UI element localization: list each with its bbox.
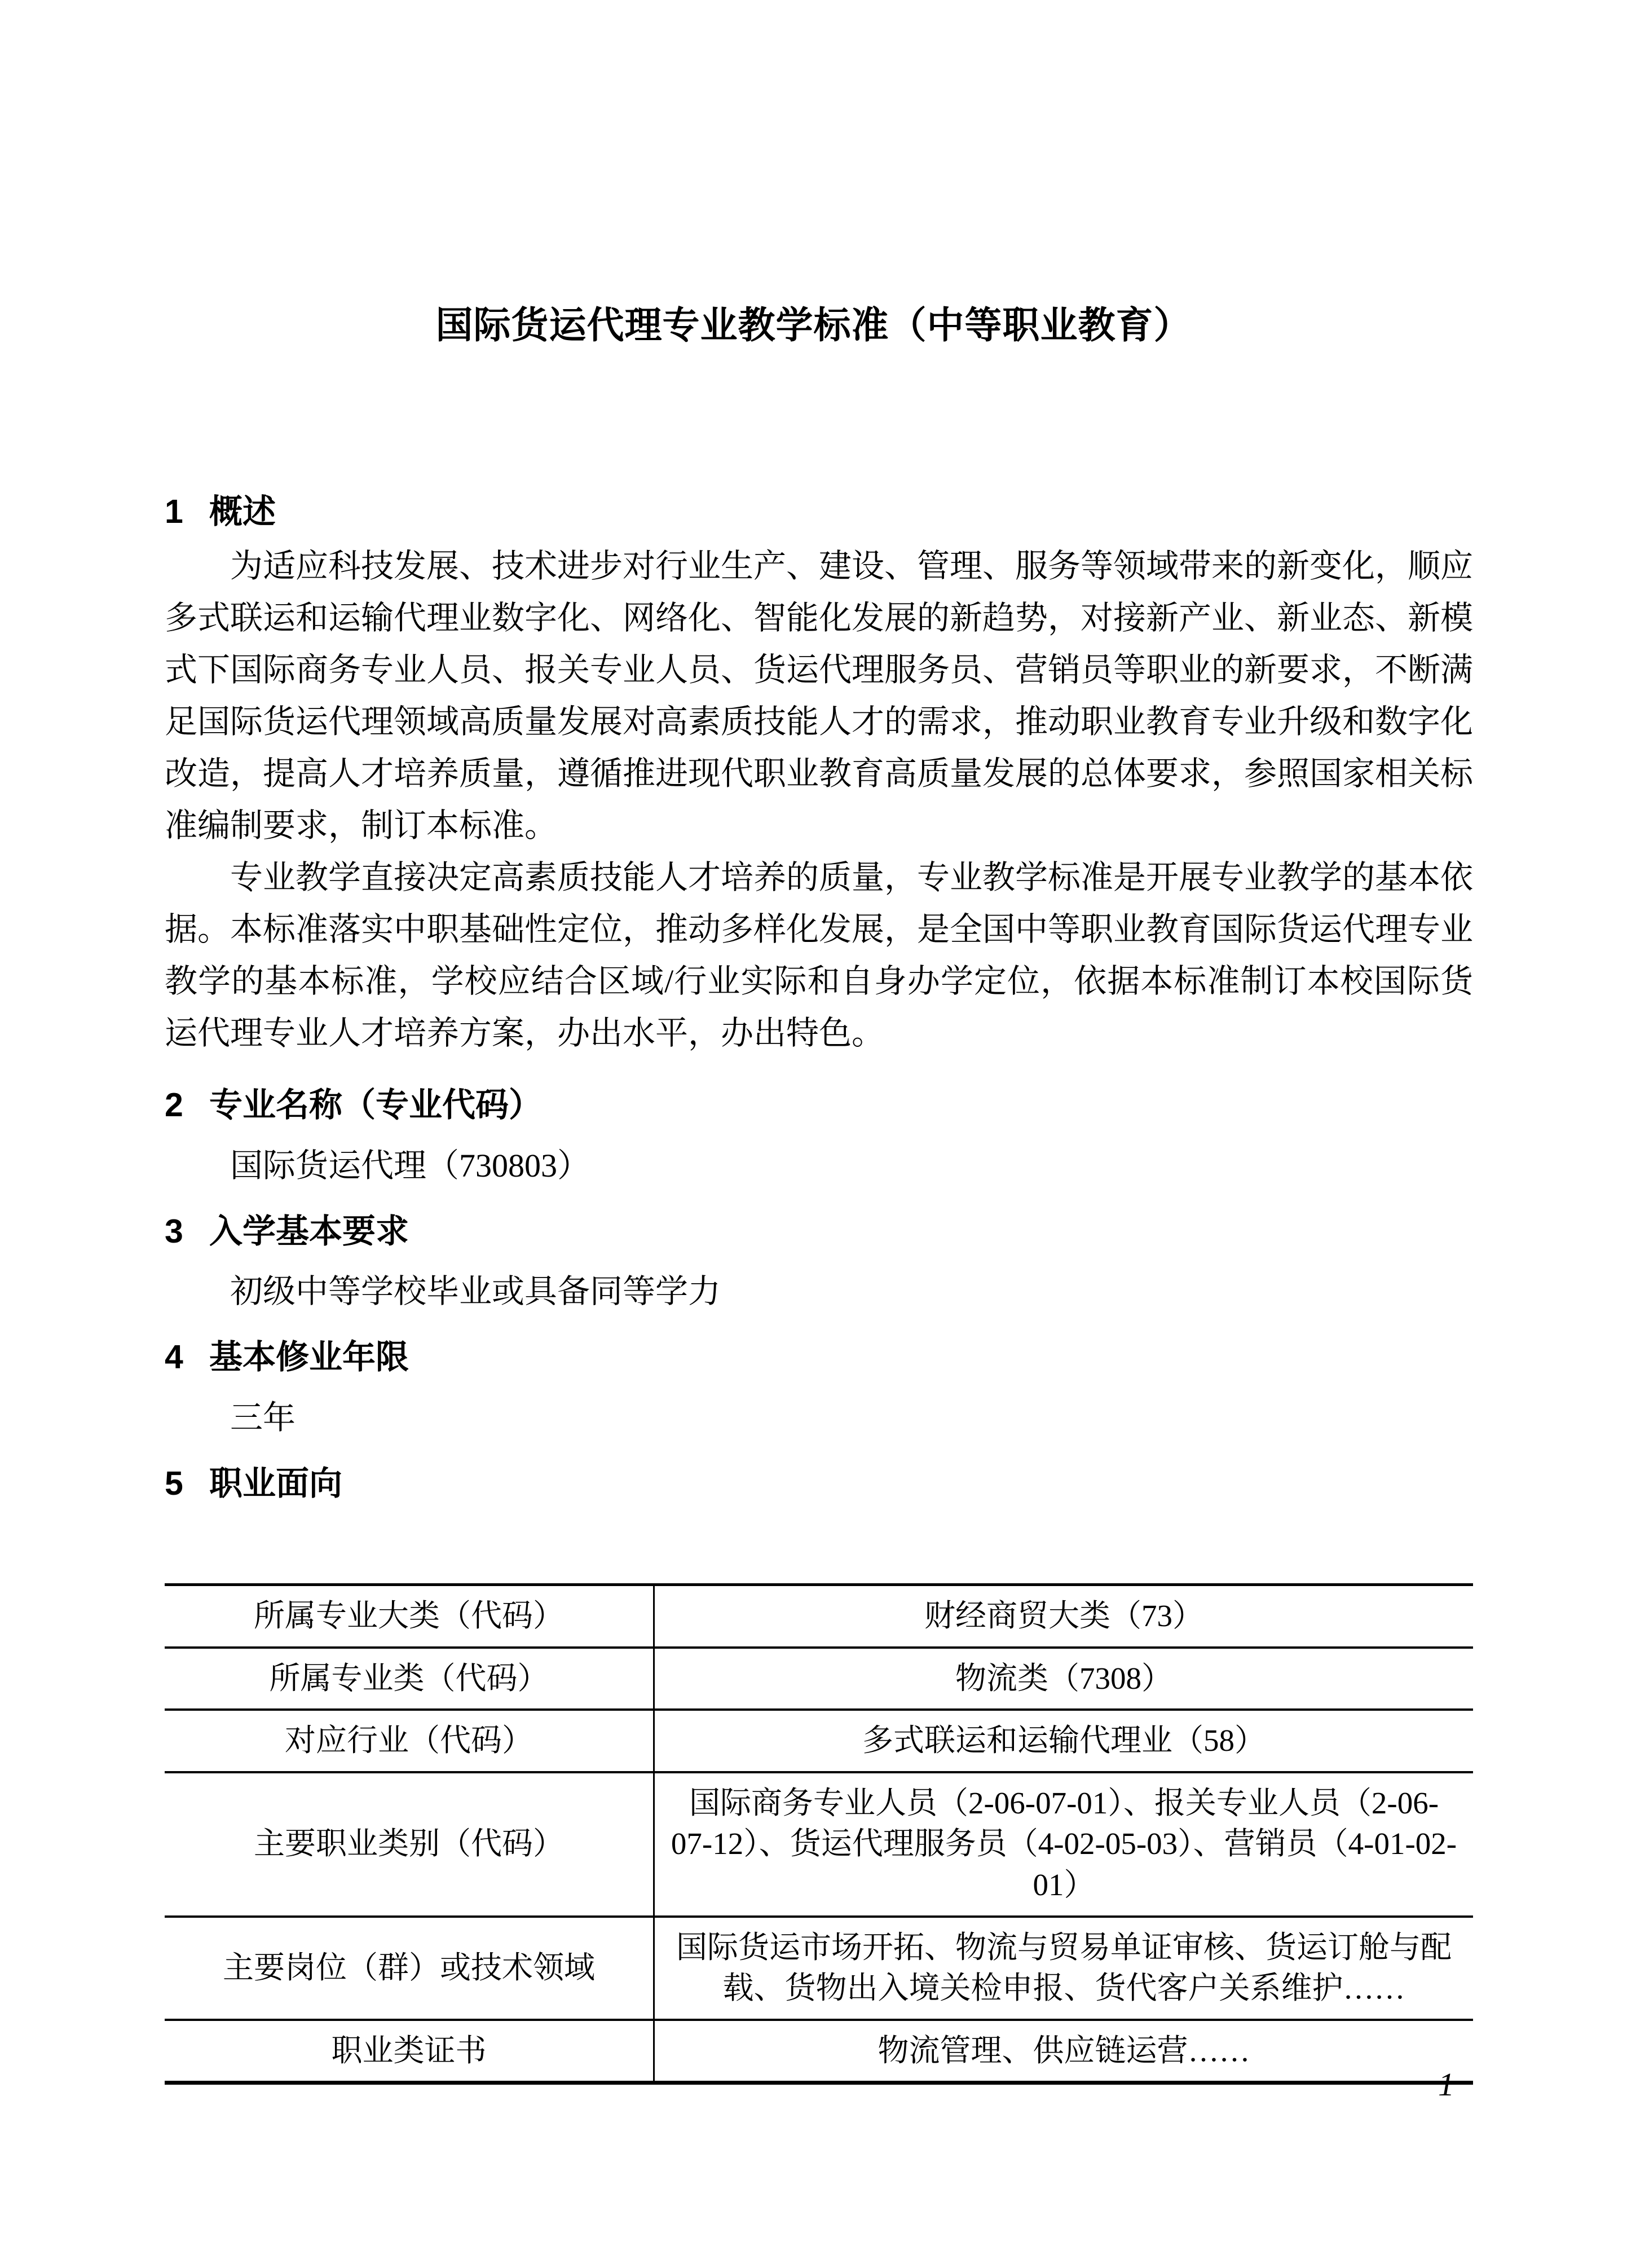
- table-row-value: 财经商贸大类（73）: [924, 1598, 1203, 1633]
- page-title: 国际货运代理专业教学标准（中等职业教育）: [435, 305, 1192, 346]
- section-heading-career-orientation: [165, 1465, 1473, 1503]
- table-row: [165, 1649, 1473, 1711]
- page-number: 1: [1438, 2066, 1454, 2103]
- section-number: 2: [165, 1086, 183, 1124]
- table-row-label: 对应行业（代码）: [165, 1711, 655, 1771]
- table-row: [165, 1773, 1473, 1918]
- table-row-label: 主要岗位（群）或技术领域: [165, 1918, 655, 2019]
- section-heading-label: 职业面向: [209, 1465, 343, 1503]
- table-row: [165, 1918, 1473, 2021]
- overview-paragraph-2: 专业教学直接决定高素质技能人才培养的质量，专业教学标准是开展专业教学的基本依据。本标准落实中职基础性定位，推动多样化发展，是全国中等职业教育国际货运代理专业教学的基本标准，学校应结合区域/行业实际和自身办学定位，依据本标准制订本校国际货运代理专业人才培养方案，办出水平，办出特色。: [165, 858, 1474, 1051]
- major-name-value: 国际货运代理（730803）: [230, 1147, 590, 1184]
- study-duration-value: 三年: [230, 1399, 296, 1437]
- section-heading-label: 基本修业年限: [209, 1338, 409, 1376]
- section-number: 5: [165, 1465, 183, 1503]
- table-row-value: 多式联运和运输代理业（58）: [862, 1723, 1266, 1758]
- entry-requirements-value: 初级中等学校毕业或具备同等学力: [230, 1273, 721, 1310]
- table-row: [165, 2021, 1473, 2081]
- table-row-value: 物流类（7308）: [955, 1661, 1172, 1696]
- section-heading-label: 专业名称（专业代码）: [209, 1086, 543, 1124]
- section-heading-major-name: [165, 1086, 1473, 1125]
- section-heading-overview: [165, 493, 1473, 531]
- section-heading-entry-requirements: [165, 1213, 1473, 1251]
- table-row: [165, 1586, 1473, 1649]
- table-row-value: 物流管理、供应链运营……: [878, 2033, 1250, 2068]
- table-row-value: 国际货运市场开拓、物流与贸易单证审核、货运订舱与配载、货物出入境关检申报、货代客户关系维护……: [676, 1930, 1452, 2006]
- table-row: [165, 1711, 1473, 1773]
- document-body: [165, 493, 1473, 2085]
- table-row-label: 所属专业大类（代码）: [165, 1586, 655, 1646]
- table-row-value: 国际商务专业人员（2-06-07-01）、报关专业人员（2-06-07-12）、货运代理服务员（4-02-05-03）、营销员（4-01-02-01）: [671, 1785, 1457, 1903]
- section-heading-label: 入学基本要求: [209, 1212, 409, 1250]
- table-row-label: 主要职业类别（代码）: [165, 1773, 655, 1915]
- section-number: 4: [165, 1338, 183, 1376]
- section-heading-label: 概述: [209, 492, 276, 530]
- section-number: 1: [165, 492, 183, 530]
- section-heading-study-duration: [165, 1338, 1473, 1377]
- overview-paragraph-1: 为适应科技发展、技术进步对行业生产、建设、管理、服务等领域带来的新变化，顺应多式联运和运输代理业数字化、网络化、智能化发展的新趋势，对接新产业、新业态、新模式下国际商务专业人员、报关专业人员、货运代理服务员、营销员等职业的新要求，不断满足国际货运代理领域高质量发展对高素质技能人才的需求，推动职业教育专业升级和数字化改造，提高人才培养质量，遵循推进现代职业教育高质量发展的总体要求，参照国家相关标准编制要求，制订本标准。: [165, 547, 1474, 844]
- section-number: 3: [165, 1212, 183, 1250]
- career-orientation-table: [165, 1583, 1473, 2085]
- table-row-label: 职业类证书: [165, 2021, 655, 2081]
- table-row-label: 所属专业类（代码）: [165, 1649, 655, 1709]
